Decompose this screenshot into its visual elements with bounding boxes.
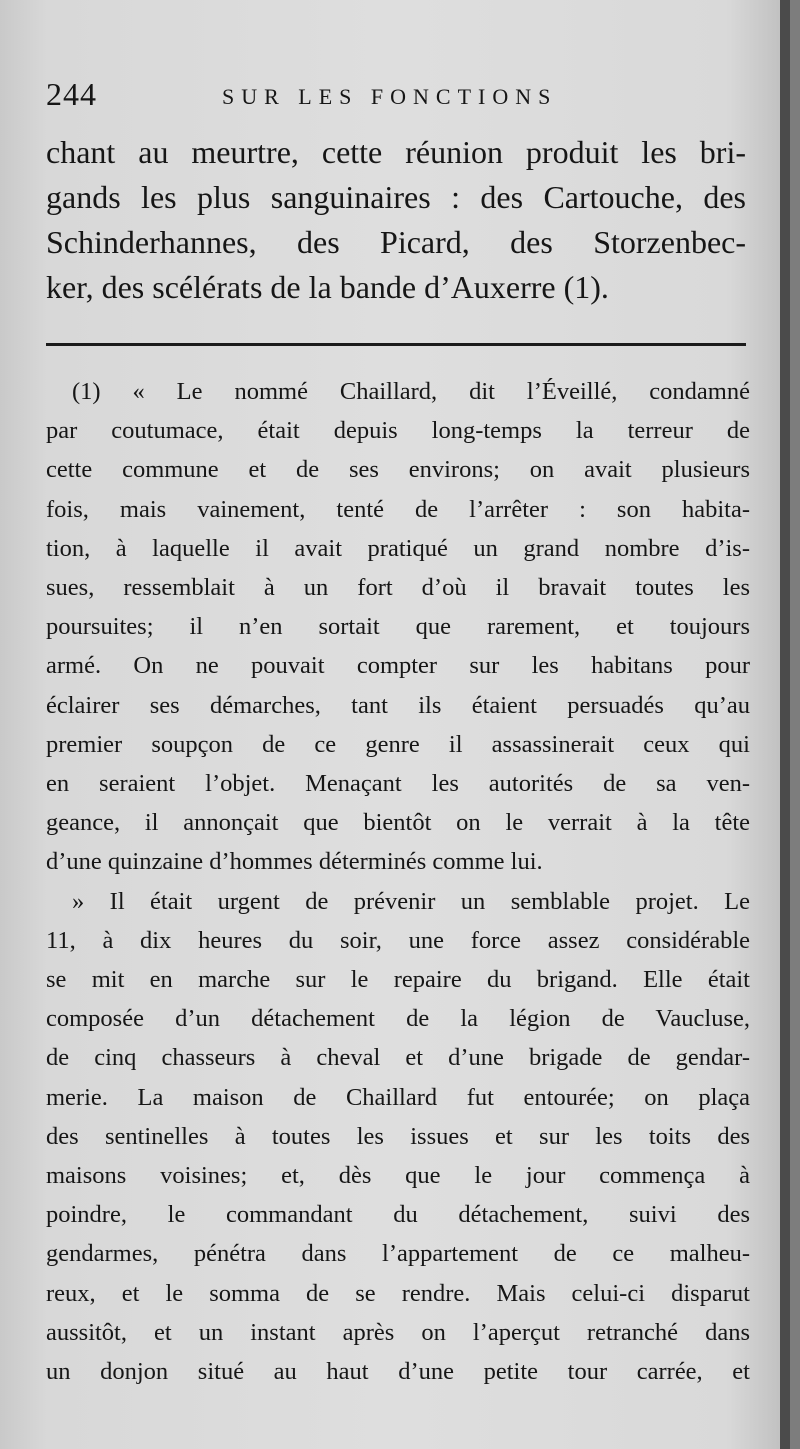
footnote-line: sues, ressemblait à un fort d’où il bravait toutes les	[46, 574, 750, 602]
footnote-line: fois, mais vainement, tenté de l’arrêter : son habita-	[46, 495, 750, 523]
footnote-line: maisons voisines; et, dès que le jour commença à	[46, 1162, 750, 1190]
footnote-line: aussitôt, et un instant après on l’aperçut retranché dans	[46, 1318, 750, 1346]
text-line: Schinderhannes, des Picard, des Storzenbec-	[46, 224, 746, 260]
footnote-line: se mit en marche sur le repaire du brigand. Elle était	[46, 966, 750, 994]
footnote	[46, 372, 750, 1391]
page-edge-shadow	[780, 0, 790, 1449]
footnote-line: d’une quinzaine d’hommes déterminés comme lui.	[46, 848, 543, 876]
text-line: chant au meurtre, cette réunion produit les bri-	[46, 134, 746, 170]
footnote-line: armé. On ne pouvait compter sur les habitans pour	[46, 652, 750, 680]
footnote-line: des sentinelles à toutes les issues et sur les toits des	[46, 1122, 750, 1150]
footnote-line: tion, à laquelle il avait pratiqué un grand nombre d’is-	[46, 534, 750, 562]
footnote-line: » Il était urgent de prévenir un semblable projet. Le	[72, 887, 750, 915]
footnote-line: gendarmes, pénétra dans l’appartement de ce malheu-	[46, 1240, 750, 1268]
footnote-line: de cinq chasseurs à cheval et d’une brigade de gendar-	[46, 1044, 750, 1072]
footnote-line: premier soupçon de ce genre il assassinerait ceux qui	[46, 730, 750, 758]
running-title: SUR LES FONCTIONS	[222, 84, 558, 109]
page-header	[46, 76, 746, 126]
footnote-line: reux, et le somma de se rendre. Mais celui-ci disparut	[46, 1279, 750, 1307]
footnote-line: composée d’un détachement de la légion de Vaucluse,	[46, 1005, 750, 1033]
footnote-line: en seraient l’objet. Menaçant les autorités de sa ven-	[46, 770, 750, 798]
footnote-line: merie. La maison de Chaillard fut entourée; on plaça	[46, 1083, 750, 1111]
footnote-divider	[46, 343, 746, 346]
footnote-line: cette commune et de ses environs; on avait plusieurs	[46, 456, 750, 484]
footnote-line: par coutumace, était depuis long-temps la terreur de	[46, 417, 750, 445]
text-line: ker, des scélérats de la bande d’Auxerre (1).	[46, 269, 609, 305]
footnote-line: 11, à dix heures du soir, une force assez considérable	[46, 926, 750, 954]
footnote-line: un donjon situé au haut d’une petite tour carrée, et	[46, 1358, 750, 1386]
footnote-line: geance, il annonçait que bientôt on le verrait à la tête	[46, 809, 750, 837]
page-number: 244	[46, 76, 97, 112]
main-text	[46, 130, 746, 310]
footnote-line: éclairer ses démarches, tant ils étaient persuadés qu’au	[46, 691, 750, 719]
footnote-line: (1) « Le nommé Chaillard, dit l’Éveillé, condamné	[72, 378, 750, 405]
footnote-line: poindre, le commandant du détachement, suivi des	[46, 1201, 750, 1229]
text-line: gands les plus sanguinaires : des Cartouche, des	[46, 179, 746, 215]
footnote-line: poursuites; il n’en sortait que rarement, et toujours	[46, 613, 750, 641]
